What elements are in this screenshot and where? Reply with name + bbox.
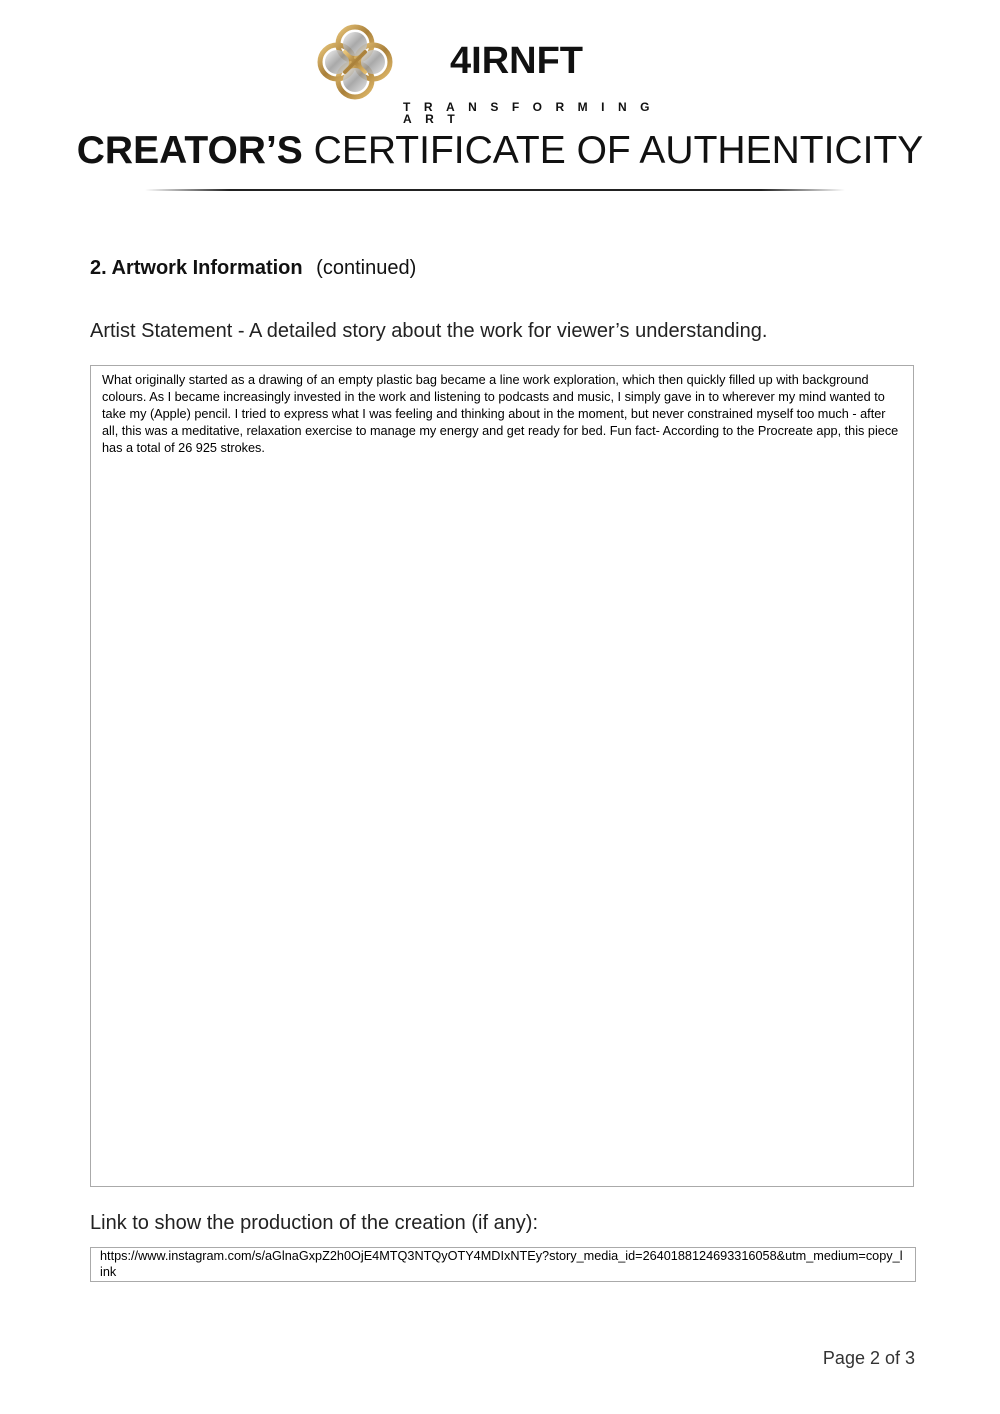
artist-statement-field[interactable] [90,365,914,1187]
section-title: 2. Artwork Information [90,257,303,279]
page-number: Page 2 of 3 [822,1348,915,1368]
artist-statement-label: Artist Statement - A detailed story about the work for viewer’s understanding. [90,320,768,342]
infinity-knot-logo-icon [315,22,395,102]
production-link-label: Link to show the production of the creation (if any): [90,1212,539,1234]
production-link-value: https://www.instagram.com/s/aGlnaGxpZ2h0OjE4MTQ3NTQyOTY4MDIxNTEy?story_media_id=2640188124693316058&utm_medium=copy_link [100,1249,903,1279]
section-note: (continued) [316,257,417,279]
certificate-title-bold: CREATOR’S [76,129,303,172]
brand-name: 4IRNFT [450,40,583,82]
brand-tagline: TRANSFORMING ART [403,100,663,126]
header-divider [145,189,845,191]
certificate-title [0,130,1000,173]
artist-statement-value: What originally started as a drawing of an empty plastic bag became a line work exploration, which then quickly filled up with background colours. As I became increasingly invested in the work and listening to podcasts and music, I simply gave in to wherever my mind wanted to take my (Apple) pencil. I tried to express what I was feeling and thinking about in the moment, but never constrained myself too much - after all, this was a meditative, relaxation exercise to manage my energy and get ready for bed. Fun fact- According to the Procreate app, this piece has a total of 26 925 strokes. [102,373,899,455]
section-heading [90,257,416,280]
production-link-field[interactable] [90,1247,916,1282]
brand-logo [315,22,695,126]
certificate-title-light: CERTIFICATE OF AUTHENTICITY [313,129,924,172]
